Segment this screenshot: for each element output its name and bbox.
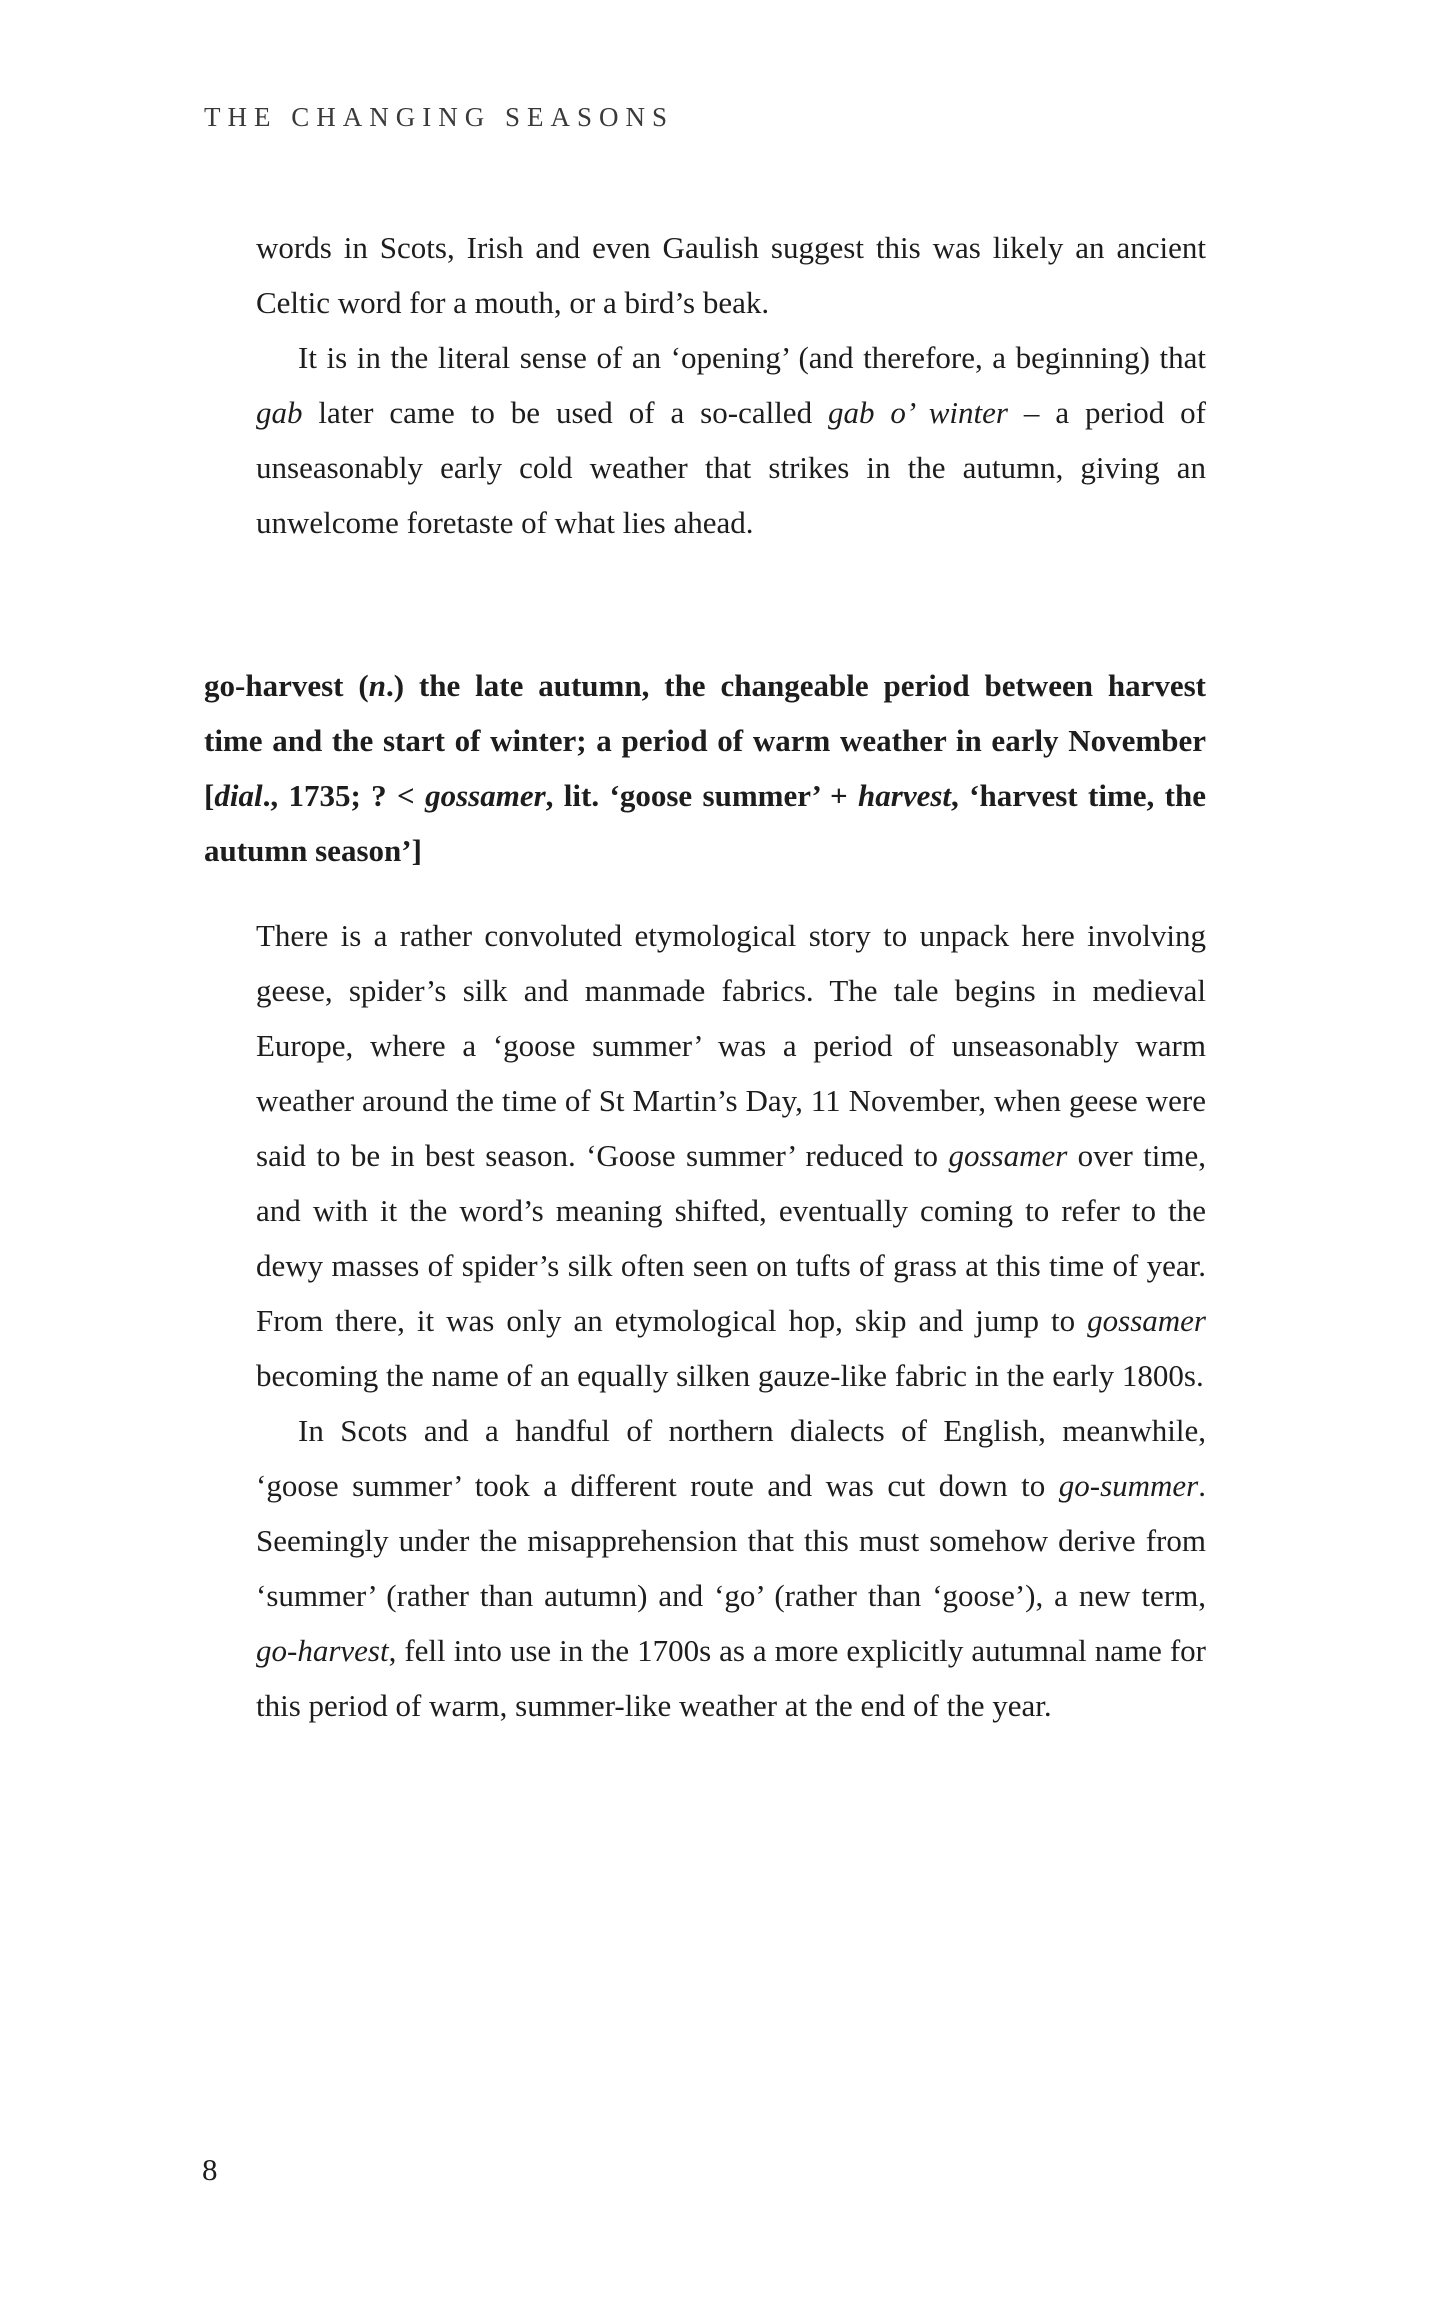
text-column <box>204 220 1206 1733</box>
page-number: 8 <box>202 2152 218 2187</box>
dictionary-entry-go-harvest: go-harvest (n.) the late autumn, the changeable period between harvest time and the start of winter; a period of warm weather in early November [dial., 1735; ? < gossamer, lit. ‘goose summer’ + harvest, ‘harvest time, the autumn season’] <box>204 668 1206 868</box>
paragraph-gab-winter: It is in the literal sense of an ‘opening’ (and therefore, a beginning) that gab later came to be used of a so-called gab o’ winter – a period of unseasonably early cold weather that strikes in the autumn, giving an unwelcome foretaste of what lies ahead. <box>256 340 1206 540</box>
paragraph-go-summer: In Scots and a handful of northern dialects of English, meanwhile, ‘goose summer’ took a different route and was cut down to go-summer. Seemingly under the misapprehension that this must somehow derive from ‘summer’ (rather than autumn) and ‘go’ (rather than ‘goose’), a new term, go-harvest, fell into use in the 1700s as a more explicitly autumnal name for this period of warm, summer-like weather at the end of the year. <box>256 1413 1206 1723</box>
paragraph-continuation: words in Scots, Irish and even Gaulish suggest this was likely an ancient Celtic word for a mouth, or a bird’s beak. <box>256 230 1206 320</box>
running-header: THE CHANGING SEASONS <box>204 102 675 132</box>
paragraph-gossamer-story: There is a rather convoluted etymological story to unpack here involving geese, spider’s silk and manmade fabrics. The tale begins in medieval Europe, where a ‘goose summer’ was a period of unseasonably warm weather around the time of St Martin’s Day, 11 November, when geese were said to be in best season. ‘Goose summer’ reduced to gossamer over time, and with it the word’s meaning shifted, eventually coming to refer to the dewy masses of spider’s silk often seen on tufts of grass at this time of year. From there, it was only an etymological hop, skip and jump to gossamer becoming the name of an equally silken gauze-like fabric in the early 1800s. <box>256 918 1207 1393</box>
